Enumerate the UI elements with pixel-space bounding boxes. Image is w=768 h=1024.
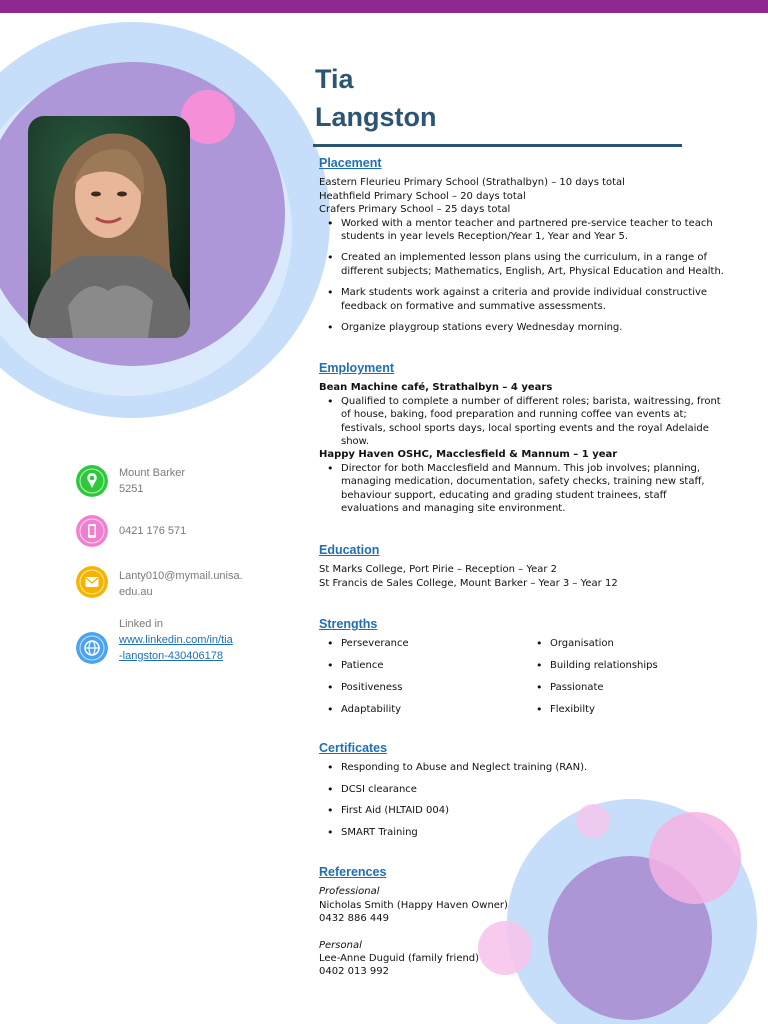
job-description: • Director for both Macclesfield and Mannum. This job involves; planning, managing medication, documentation, safety checks, training new staff, behaviour support, educating and grading student trainees, staff evaluations and managing site environment. — [341, 462, 739, 516]
job-heading: Bean Machine café, Strathalbyn – 4 years — [319, 382, 553, 394]
contact-phone — [76, 515, 276, 549]
linkedin-label: Linked in — [119, 618, 164, 630]
last-name: Langston — [315, 102, 437, 132]
certificates-section — [319, 742, 739, 839]
contact-address — [76, 465, 276, 499]
phone-icon — [76, 515, 108, 547]
placement-section — [319, 157, 739, 342]
reference-phone: 0432 886 449 — [319, 913, 389, 925]
reference-phone: 0402 013 992 — [319, 966, 389, 978]
reference-label: Professional — [319, 886, 380, 898]
linkedin-link-line2[interactable]: -langston-430406178 — [119, 650, 223, 662]
strength-item: • Adaptability — [341, 703, 528, 716]
certificate-item: • DCSI clearance — [341, 783, 739, 796]
email-icon — [76, 566, 108, 598]
employment-section — [319, 362, 739, 515]
placement-school: Eastern Fleurieu Primary School (Strathalbyn) – 10 days total — [319, 177, 625, 189]
strengths-section — [319, 618, 739, 725]
placement-school: Crafers Primary School – 25 days total — [319, 204, 511, 216]
contact-email — [76, 566, 276, 600]
job-description: • Qualified to complete a number of different roles; barista, waitressing, front of house, baking, food preparation and running coffee van events at; festivals, school sports days, local sporting events and the royal Adelaide show. — [341, 395, 739, 449]
references-title: References — [319, 865, 387, 879]
strength-item: • Organisation — [550, 637, 737, 650]
reference-name: Nicholas Smith (Happy Haven Owner) — [319, 899, 508, 911]
strength-item: • Positiveness — [341, 681, 528, 694]
strengths-title: Strengths — [319, 617, 378, 631]
references-section — [319, 866, 739, 979]
employment-title: Employment — [319, 361, 395, 375]
profile-photo — [28, 116, 190, 338]
reference-name: Lee-Anne Duguid (family friend) — [319, 953, 480, 965]
education-entry: St Francis de Sales College, Mount Barker – Year 3 – Year 12 — [319, 577, 618, 589]
strength-item: • Flexibilty — [550, 703, 737, 716]
location-icon — [76, 465, 108, 497]
name-divider — [313, 144, 682, 147]
strength-item: • Building relationships — [550, 659, 737, 672]
education-title: Education — [319, 543, 380, 557]
email-line2[interactable]: edu.au — [119, 586, 153, 598]
placement-school: Heathfield Primary School – 20 days total — [319, 190, 526, 202]
certificate-item: • SMART Training — [341, 826, 739, 839]
education-entry: St Marks College, Port Pirie – Reception – Year 2 — [319, 564, 558, 576]
reference-label: Personal — [319, 939, 362, 951]
contact-linkedin — [76, 616, 276, 666]
placement-bullet: • Organize playgroup stations every Wednesday morning. — [341, 321, 739, 334]
linkedin-link-line1[interactable]: www.linkedin.com/in/tia — [119, 634, 233, 646]
candidate-name — [315, 60, 437, 136]
certificates-title: Certificates — [319, 741, 388, 755]
placement-bullet: • Worked with a mentor teacher and partnered pre-service teacher to teach students in year levels Reception/Year 1, Year and Year 5. — [341, 217, 739, 244]
first-name: Tia — [315, 64, 354, 94]
education-section — [319, 544, 739, 590]
certificate-item: • First Aid (HLTAID 004) — [341, 804, 739, 817]
strength-item: • Patience — [341, 659, 528, 672]
placement-bullet: • Created an implemented lesson plans using the curriculum, in a range of different subjects; Mathematics, English, Art, Physical Education and Health. — [341, 251, 739, 278]
certificate-item: • Responding to Abuse and Neglect training (RAN). — [341, 761, 739, 774]
placement-title: Placement — [319, 156, 382, 170]
strength-item: • Perseverance — [341, 637, 528, 650]
email-line1[interactable]: Lanty010@mymail.unisa. — [119, 570, 243, 582]
phone-number: 0421 176 571 — [119, 525, 187, 537]
job-heading: Happy Haven OSHC, Macclesfield & Mannum – 1 year — [319, 449, 618, 461]
address-line1: Mount Barker — [119, 467, 186, 479]
web-icon — [76, 632, 108, 664]
address-line2: 5251 — [119, 483, 144, 495]
placement-bullet: • Mark students work against a criteria and provide individual constructive feedback on formative and summative assessments. — [341, 286, 739, 313]
strength-item: • Passionate — [550, 681, 737, 694]
